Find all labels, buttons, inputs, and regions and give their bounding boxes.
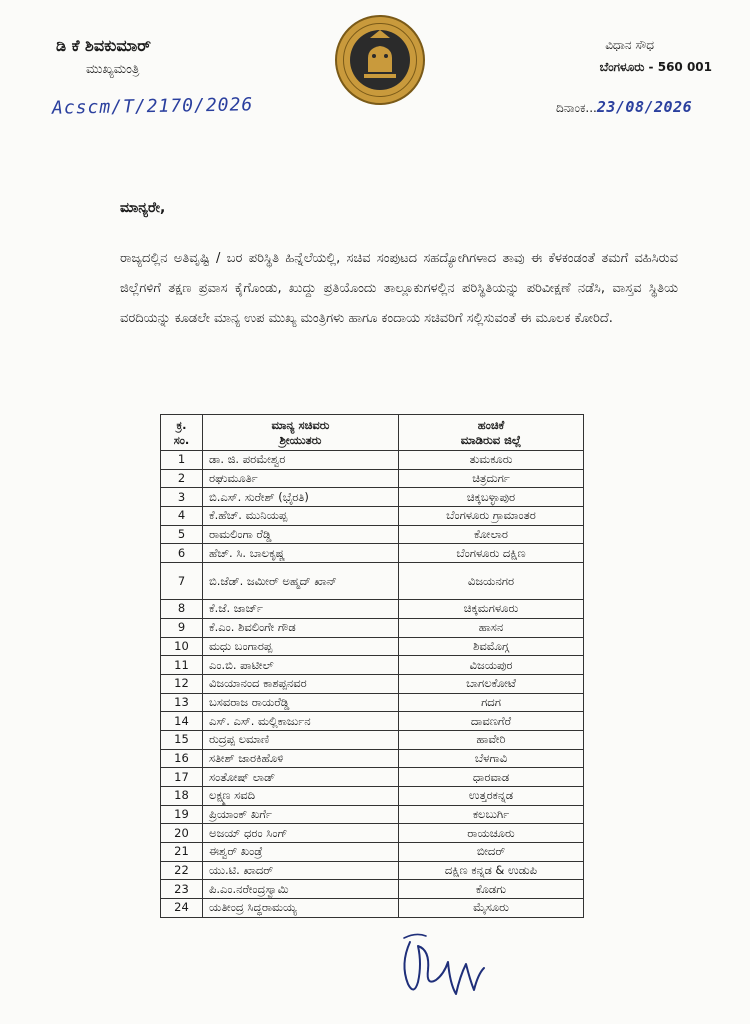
row-serial-no: 20 <box>161 824 203 843</box>
address-line-2: ಬೆಂಗಳೂರು - 560 001 <box>599 60 712 74</box>
salutation: ಮಾನ್ಯರೇ, <box>120 200 166 216</box>
header-serial-line1: ಕ್ರ. <box>176 417 187 432</box>
table-row <box>161 824 584 843</box>
row-district: ಹಾವೇರಿ <box>399 730 584 749</box>
row-district: ಬೆಂಗಳೂರು ಗ್ರಾಮಾಂತರ <box>399 507 584 526</box>
row-district: ಚಿತ್ರದುರ್ಗ <box>399 469 584 488</box>
table-row <box>161 693 584 712</box>
row-minister-name: ಎಂ.ಬಿ. ಪಾಟೀಲ್ <box>203 656 399 675</box>
row-district: ಉತ್ತರಕನ್ನಡ <box>399 787 584 806</box>
table-row <box>161 451 584 470</box>
header-minister <box>203 415 399 451</box>
row-serial-no: 21 <box>161 843 203 862</box>
row-minister-name: ರಘುಮೂರ್ತಿ <box>203 469 399 488</box>
row-district: ಗದಗ <box>399 693 584 712</box>
row-minister-name: ಅಜಯ್ ಧರಂ ಸಿಂಗ್ <box>203 824 399 843</box>
row-district: ಶಿವಮೊಗ್ಗ <box>399 637 584 656</box>
row-district: ದಾವಣಗೆರೆ <box>399 712 584 731</box>
table-row <box>161 768 584 787</box>
row-minister-name: ಈಶ್ವರ್ ಖಂಡ್ರೆ <box>203 843 399 862</box>
table-row <box>161 618 584 637</box>
row-serial-no: 15 <box>161 730 203 749</box>
row-district: ಹಾಸನ <box>399 618 584 637</box>
row-minister-name: ಲಕ್ಷ್ಮಣ ಸವದಿ <box>203 787 399 806</box>
row-district: ಧಾರವಾಡ <box>399 768 584 787</box>
row-minister-name: ಪ್ರಿಯಾಂಕ್ ಖರ್ಗೆ <box>203 805 399 824</box>
table-body <box>161 451 584 918</box>
row-serial-no: 3 <box>161 488 203 507</box>
row-district: ರಾಯಚೂರು <box>399 824 584 843</box>
row-district: ಕೋಲಾರ <box>399 525 584 544</box>
date-label: ದಿನಾಂಕ... <box>556 101 597 115</box>
table-row <box>161 843 584 862</box>
date-value: 23/08/2026 <box>596 98 693 116</box>
table-row <box>161 861 584 880</box>
row-district: ತುಮಕೂರು <box>399 451 584 470</box>
header-district-line2: ಮಾಡಿರುವ ಜಿಲ್ಲೆ <box>460 432 522 447</box>
row-minister-name: ಬಿ.ಜೆಡ್. ಜಮೀರ್ ಅಹ್ಮದ್ ಖಾನ್ <box>203 563 399 600</box>
row-district: ಚಿಕ್ಕಬಳ್ಳಾಪುರ <box>399 488 584 507</box>
table-header-row <box>161 415 584 451</box>
row-serial-no: 17 <box>161 768 203 787</box>
row-district: ವಿಜಯಪುರ <box>399 656 584 675</box>
row-serial-no: 6 <box>161 544 203 563</box>
row-minister-name: ರುದ್ರಪ್ಪ ಲಮಾಣಿ <box>203 730 399 749</box>
table-row <box>161 749 584 768</box>
row-serial-no: 24 <box>161 899 203 918</box>
row-minister-name: ಬಿ.ಎಸ್. ಸುರೇಶ್ (ಭೈರತಿ) <box>203 488 399 507</box>
row-serial-no: 18 <box>161 787 203 806</box>
row-serial-no: 23 <box>161 880 203 899</box>
header-district-line1: ಹಂಚಿಕೆ <box>477 417 505 432</box>
row-district: ಕಲಬುರ್ಗಿ <box>399 805 584 824</box>
header-minister-line1: ಮಾನ್ಯ ಸಚಿವರು <box>271 417 330 432</box>
letter-body: ರಾಜ್ಯದಲ್ಲಿನ ಅತಿವೃಷ್ಟಿ / ಬರ ಪರಿಸ್ಥಿತಿ ಹಿನ್ನೆಲೆಯಲ್ಲಿ, ಸಚಿವ ಸಂಪುಟದ ಸಹದ್ಯೋಗಿಗಳಾದ ತಾವು ಈ ಕೆಳಕಂಡಂತೆ ತಮಗೆ ವಹಿಸಿರುವ ಜಿಲ್ಲೆಗಳಿಗೆ ತಕ್ಷಣ ಪ್ರವಾಸ ಕೈಗೊಂಡು, ಖುದ್ದು ಪ್ರತಿಯೊಂದು ತಾಲ್ಲೂಕುಗಳಲ್ಲಿನ ಪರಿಸ್ಥಿತಿಯನ್ನು ಪರಿವೀಕ್ಷಣೆ ನಡೆಸಿ, ವಾಸ್ತವ ಸ್ಥಿತಿಯ ವರದಿಯನ್ನು ಕೂಡಲೇ ಮಾನ್ಯ ಉಪ ಮುಖ್ಯ ಮಂತ್ರಿಗಳು ಹಾಗೂ ಕಂದಾಯ ಸಚಿವರಿಗೆ ಸಲ್ಲಿಸುವಂತೆ ಈ ಮೂಲಕ ಕೋರಿದೆ. <box>120 251 678 326</box>
row-minister-name: ಕೆ.ಎಂ. ಶಿವಲಿಂಗೇ ಗೌಡ <box>203 618 399 637</box>
karnataka-emblem-icon <box>334 14 426 106</box>
row-district: ಬೆಳಗಾವಿ <box>399 749 584 768</box>
row-district: ಬೀದರ್ <box>399 843 584 862</box>
row-district: ಕೊಡಗು <box>399 880 584 899</box>
header-serial-line2: ಸಂ. <box>173 432 190 447</box>
row-minister-name: ಬಸವರಾಜ ರಾಯರೆಡ್ಡಿ <box>203 693 399 712</box>
row-serial-no: 5 <box>161 525 203 544</box>
row-district: ದಕ್ಷಿಣ ಕನ್ನಡ & ಉಡುಪಿ <box>399 861 584 880</box>
row-minister-name: ಡಾ. ಜಿ. ಪರಮೇಶ್ವರ <box>203 451 399 470</box>
row-district: ಮೈಸೂರು <box>399 899 584 918</box>
table-row <box>161 805 584 824</box>
row-serial-no: 9 <box>161 618 203 637</box>
table-row <box>161 637 584 656</box>
date-line <box>556 98 692 116</box>
row-district: ಬೆಂಗಳೂರು ದಕ್ಷಿಣ <box>399 544 584 563</box>
table-row <box>161 469 584 488</box>
address-line-1: ವಿಧಾನ ಸೌಧ <box>605 38 654 52</box>
row-minister-name: ಸಂತೋಷ್ ಲಾಡ್ <box>203 768 399 787</box>
row-serial-no: 2 <box>161 469 203 488</box>
row-serial-no: 22 <box>161 861 203 880</box>
table-row <box>161 563 584 600</box>
row-minister-name: ಮಧು ಬಂಗಾರಪ್ಪ <box>203 637 399 656</box>
reference-number: Acscm/T/2170/2026 <box>51 94 254 119</box>
row-minister-name: ಹೆಚ್. ಸಿ. ಬಾಲಕೃಷ್ಣ <box>203 544 399 563</box>
row-minister-name: ಎಸ್. ಎಸ್. ಮಲ್ಲಿಕಾರ್ಜುನ <box>203 712 399 731</box>
sender-title: ಮುಖ್ಯಮಂತ್ರಿ <box>86 62 140 77</box>
header-minister-line2: ಶ್ರೀಯುತರು <box>279 432 322 447</box>
row-minister-name: ವಿಜಯಾನಂದ ಕಾಶಪ್ಪನವರ <box>203 674 399 693</box>
row-serial-no: 12 <box>161 674 203 693</box>
row-minister-name: ಪಿ.ಎಂ.ನರೇಂದ್ರಸ್ವಾಮಿ <box>203 880 399 899</box>
table-row <box>161 525 584 544</box>
row-serial-no: 7 <box>161 563 203 600</box>
row-serial-no: 10 <box>161 637 203 656</box>
row-serial-no: 8 <box>161 600 203 619</box>
row-minister-name: ಯತೀಂದ್ರ ಸಿದ್ಧರಾಮಯ್ಯ <box>203 899 399 918</box>
header-serial-no <box>161 415 203 451</box>
table-row <box>161 656 584 675</box>
row-serial-no: 11 <box>161 656 203 675</box>
table-row <box>161 712 584 731</box>
row-minister-name: ಕೆ.ಹೆಚ್. ಮುನಿಯಪ್ಪ <box>203 507 399 526</box>
row-minister-name: ಕೆ.ಜೆ. ಜಾರ್ಜ್ <box>203 600 399 619</box>
row-district: ಚಿಕ್ಕಮಗಳೂರು <box>399 600 584 619</box>
table-row <box>161 880 584 899</box>
table-row <box>161 899 584 918</box>
table-row <box>161 600 584 619</box>
row-serial-no: 19 <box>161 805 203 824</box>
row-district: ಬಾಗಲಕೋಟೆ <box>399 674 584 693</box>
row-district: ವಿಜಯನಗರ <box>399 563 584 600</box>
row-serial-no: 1 <box>161 451 203 470</box>
table-row <box>161 544 584 563</box>
table-row <box>161 488 584 507</box>
row-minister-name: ರಾಮಲಿಂಗಾ ರೆಡ್ಡಿ <box>203 525 399 544</box>
header-district <box>399 415 584 451</box>
table-row <box>161 507 584 526</box>
row-serial-no: 4 <box>161 507 203 526</box>
table-row <box>161 730 584 749</box>
row-serial-no: 13 <box>161 693 203 712</box>
signature-mark <box>396 924 490 1000</box>
row-serial-no: 14 <box>161 712 203 731</box>
table-row <box>161 674 584 693</box>
row-minister-name: ಯು.ಟಿ. ಖಾದರ್ <box>203 861 399 880</box>
table-row <box>161 787 584 806</box>
sender-name: ಡಿ ಕೆ ಶಿವಕುಮಾರ್ <box>56 36 151 55</box>
row-serial-no: 16 <box>161 749 203 768</box>
row-minister-name: ಸತೀಶ್ ಜಾರಕಿಹೊಳಿ <box>203 749 399 768</box>
minister-district-table <box>160 414 584 918</box>
